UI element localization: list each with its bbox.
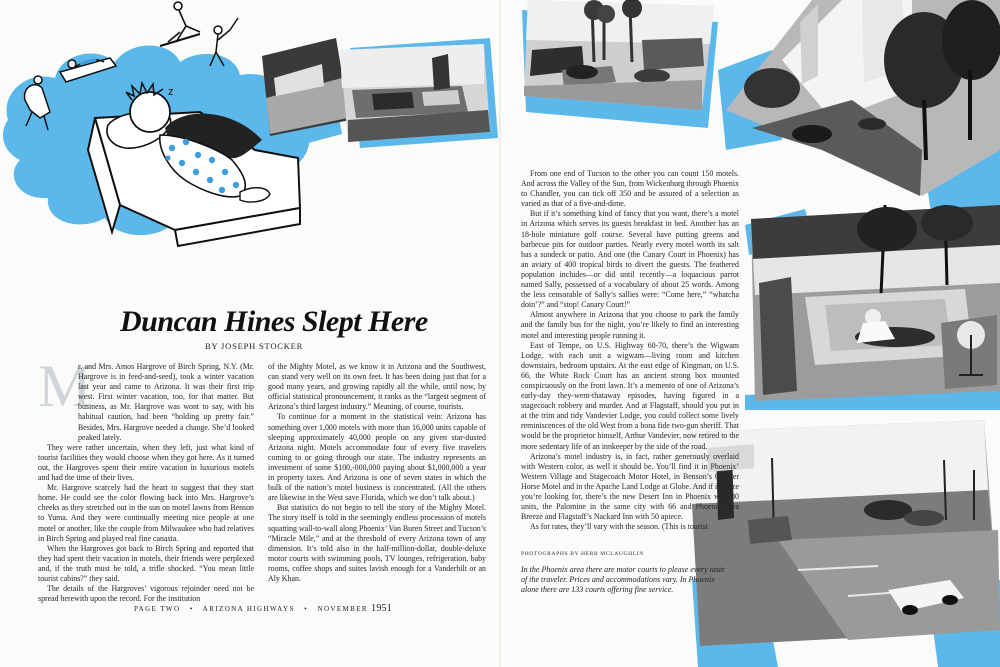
paragraph: East of Tempe, on U.S. Highway 60-70, there’s the Wigwam Lodge, with each unit a wigwam—living room and kitchen downstairs, bedroom upstairs. At the east edge of Kingman, on U.S. 66, the White Rock Court has an ancient strong box mounted conspicuously on the front lawn. It’s a memento of one of Arizona’s early-day they-went-thataway episodes, having figured in a stagecoach robbery and murder. And at Flagstaff, should you put in at the trim and tidy Vandevier Lodge, you could collect some lively reminiscences of the old West from a bona fide two-gun sheriff. That would be the proprietor himself, Arthur Vandevier, now retired to the more sedentary life of an innkeeper by the side of the road. bbox=[521, 340, 739, 451]
paragraph: Arizona’s motel industry is, in fact, rather generously overlaid with Western color, as well it should be. You’ll find it in Phoenix’ Western Village and Stagecoach Motor Hotel, in Benson’s Quarter Horse Motel and in the Apache Land Lodge at Globe. And if it’s size you’re looking for, there’s the new Desert Inn in Phoenix with 80 units, the Palomine in the same city with 66 and Phoenix’ Sea Breeze and Flagstaff’s Nackard Inn with 50 apiece. bbox=[521, 451, 739, 522]
paragraph: Mr. Hargrove scarcely had the heart to suggest that they start home. He could see the color flowing back into Mrs. Hargrove’s cheeks as they stretched out in the sun on motel lawns from Benson to Yuma. And they were continually meeting nice people at one motel or another, like the couple from Milwaukee who had relatives in Birch Spring and played real fine canasta. bbox=[38, 483, 254, 543]
paragraph: When the Hargroves got back to Birch Spring and reported that they had spent their vacation in motels, their friends were perplexed and, if the truth must be told, a trifle shocked. “You mean little tourist cabins?” they said. bbox=[38, 543, 254, 583]
folio-magazine: ARIZONA HIGHWAYS bbox=[202, 605, 295, 613]
folio-separator: • bbox=[304, 605, 309, 613]
folio-month: NOVEMBER bbox=[317, 605, 368, 613]
drop-cap-letter: M bbox=[38, 353, 92, 419]
article-byline: BY JOSEPH STOCKER bbox=[205, 341, 304, 351]
paragraph: From one end of Tucson to the other you can count 150 motels. And across the Valley of the Sun, from Wickenburg through Phoenix to Chandler, you can tick off 350 and be assured of a selection as varied as that of a five-and-dime. bbox=[521, 169, 739, 209]
photo-motel-roofline bbox=[262, 38, 530, 153]
paragraph: They were rather uncertain, when they left, just what kind of tourist facilities they would choose when they got here. As it turned out, the Hargroves spent their entire vacation in luxurious motels and had the time of their lives. bbox=[38, 442, 254, 483]
folio-year: 1951 bbox=[371, 603, 392, 614]
photo-white-motel-street-svg bbox=[712, 0, 1000, 220]
snore-z-glyph: z bbox=[168, 86, 174, 98]
photo-caption: In the Phoenix area there are motor courts to please every taste of the traveler. Prices and accommodations vary. In Phoenix alone there are 133 courts offering fine service. bbox=[521, 565, 725, 594]
photo-white-motel-street bbox=[712, 0, 1000, 220]
photo-motel-roofline-svg bbox=[262, 38, 530, 153]
paragraph: To continue for a moment in the statistical vein: Arizona has something over 1,000 motels with more than 16,000 units capable of sleeping approximately 40,000 people on any given star-dusted Arizona night. Motels accommodate four of every five travelers coming to or going through our state. The industry represents an investment of some $100,-000,000 paying about $1,000,000 a year in property taxes. And Arizona is one of seven states in which the bulk of the nation’s motel business is concentrated. (All the others are likewise in the West save Florida, which we don’t talk about.) bbox=[268, 412, 486, 503]
paragraph: As for rates, they’ll vary with the season. (This is tourist bbox=[530, 522, 708, 532]
body-column-1 bbox=[38, 353, 254, 604]
opening-paragraph-text: r. and Mrs. Amos Hargrove of Birch Spring, N.Y. (Mr. Hargrove is in feed-and-seed), took a winter vacation last year and came to Arizona. It was their first trip west. First winter vacation, too, for that matter. But business, as Mr. Hargrove was wont to say, with his habitual caution, had been “holding up pretty fair.” Besides, Mrs. Hargrove needed a change. She’d looked peaked lately. bbox=[78, 362, 254, 442]
photo-credit: PHOTOGRAPHS BY HERB MCLAUGHLIN bbox=[521, 551, 644, 557]
folio-separator: • bbox=[189, 605, 194, 613]
sleeper-head bbox=[130, 92, 170, 132]
body-column-2 bbox=[268, 362, 486, 584]
photo-pool-scene bbox=[745, 205, 1000, 410]
paragraph bbox=[38, 353, 254, 443]
folio-page: PAGE TWO bbox=[134, 605, 181, 613]
paragraph: But statistics do not begin to tell the story of the Mighty Motel. The story itself is told in the seemingly endless procession of motels squatting wall-to-wall along Phoenix’ Van Buren Street and Tucson’s “Miracle Mile,” and at the threshold of every Arizona town of any dimension. It’s told also in the half-million-dollar, double-deluxe motor courts with swimming pools, TV lounges, refrigeration, baby rooms, coffee shops and suites lavish enough for a Vanderbilt or an Aly Khan. bbox=[268, 503, 486, 583]
photo-palm-courtyard-svg bbox=[522, 0, 722, 130]
paragraph: of the Mighty Motel, as we know it in Arizona and the Southwest, can stand very well on its own feet. It has been doing just that for a good many years, and growing rapidly all the while, until now, by official statistical pronouncement, it ranks as the “largest segment of Arizona’s third largest industry.” Meaning, of course, tourists. bbox=[268, 362, 486, 412]
paragraph: But if it’s something kind of fancy that you want, there’s a motel in Arizona which serves its guests breakfast in bed. Another has an 18-hole miniature golf course. Several have putting greens and barbecue pits for outdoor parties. Nearly every motel worth its salt has a sundeck or patio. And one (the Canary Court in Phoenix) has an aviary of 400 tropical birds to divert the guests. The feathered population includes—or did until recently—a loquacious parrot named Sally, possessed of a vocabulary of about 25 words. Among the less censorable of Sally’s sallies were: “Come here,” “whatcha doin’?” and “stop! Canary Court!” bbox=[521, 209, 739, 310]
paragraph: Almost anywhere in Arizona that you choose to park the family and the family bus for the night, you’re likely to find an interesting motel and interesting people running it. bbox=[521, 310, 739, 340]
photo-pool-scene-svg bbox=[745, 205, 1000, 410]
paragraph: The details of the Hargroves’ vigorous rejoinder need not be spread herewith upon the record. For the institution bbox=[38, 584, 254, 604]
page-folio bbox=[134, 603, 392, 614]
body-column-3 bbox=[521, 169, 739, 532]
skier-figure bbox=[160, 2, 200, 46]
photo-palm-courtyard bbox=[522, 0, 722, 130]
article-title: Duncan Hines Slept Here bbox=[120, 305, 428, 338]
